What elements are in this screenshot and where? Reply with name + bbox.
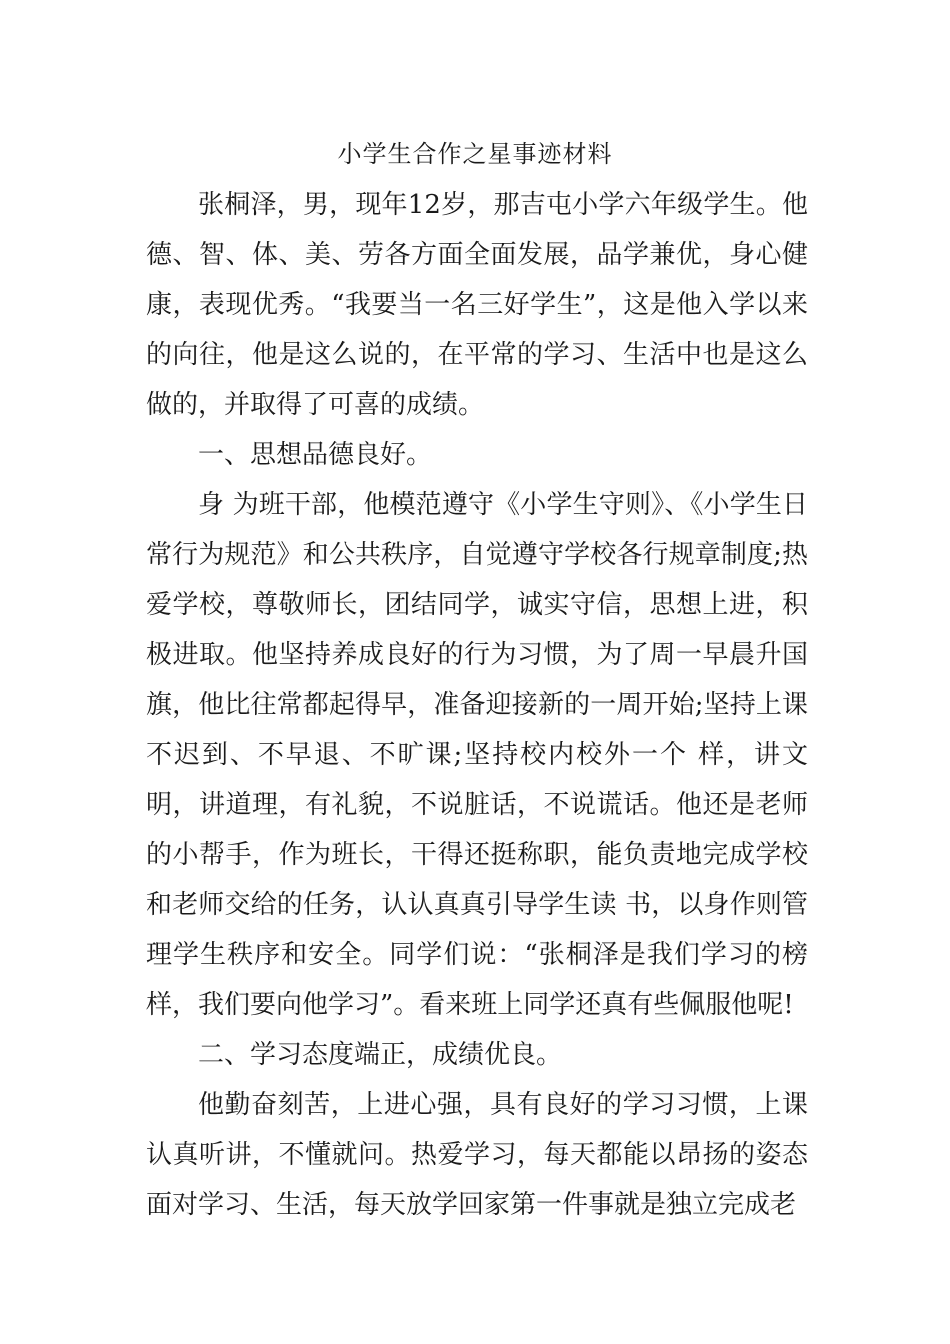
intro-paragraph: 张桐泽，男，现年12岁，那吉屯小学六年级学生。他德、智、体、美、劳各方面全面发展，品学兼优，身心健康，表现优秀。“我要当一名三好学生”，这是他入学以来的向往，他是这么说的，在平常的学习、生活中也是这么做的，并取得了可喜的成绩。 [146, 190, 808, 420]
document-body [146, 180, 808, 1230]
section-heading-2: 二、学习态度端正，成绩优良。 [198, 1040, 563, 1070]
document-title: 小学生合作之星事迹材料 [337, 140, 613, 168]
section-heading-1: 一、思想品德良好。 [198, 440, 433, 470]
section-2-paragraph: 他勤奋刻苦，上进心强，具有良好的学习习惯，上课认真听讲，不懂就问。热爱学习，每天都能以昂扬的姿态面对学习、生活，每天放学回家第一件事就是独立完成老 [146, 1090, 808, 1220]
section-1-paragraph: 身 为班干部，他模范遵守《小学生守则》、《小学生日常行为规范》和公共秩序，自觉遵守学校各行规章制度;热爱学校，尊敬师长，团结同学，诚实守信，思想上进，积极进取。他坚持养成良好的行为习惯，为了周一早晨升国旗，他比往常都起得早，准备迎接新的一周开始;坚持上课不迟到、不早退、不旷课;坚持校内校外一个 样，讲文明，讲道理，有礼貌，不说脏话，不说谎话。他还是老师的小帮手，作为班长，干得还挺称职，能负责地完成学校和老师交给的任务，认认真真引导学生读 书，以身作则管理学生秩序和安全。同学们说：“张桐泽是我们学习的榜样，我们要向他学习”。看来班上同学还真有些佩服他呢! [146, 490, 808, 1020]
